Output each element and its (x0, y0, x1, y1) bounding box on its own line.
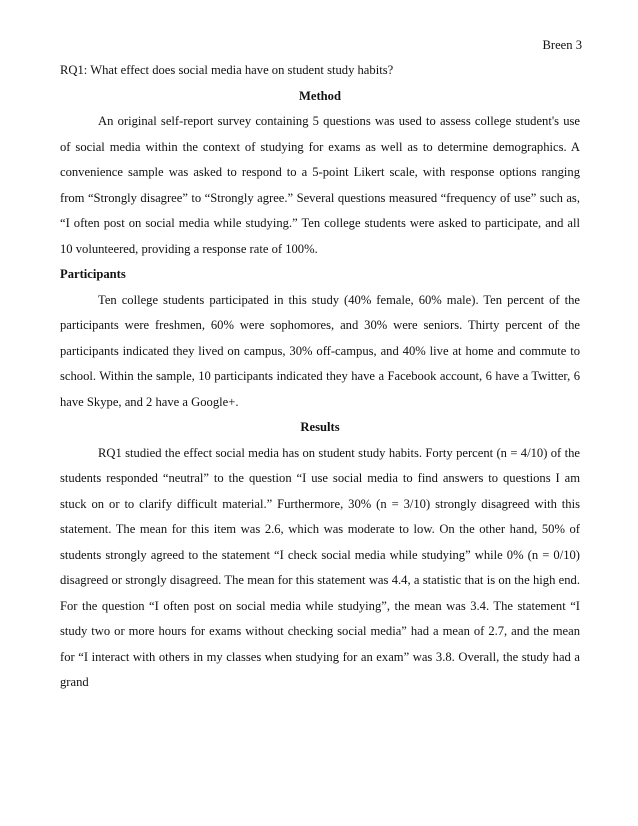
running-head: Breen 3 (542, 38, 582, 52)
method-paragraph: An original self-report survey containing 5 questions was used to assess college student's use of social media within the context of studying for exams as well as to determine demographics. A convenience sample was asked to respond to a 5-point Likert scale, with response options ranging from “Strongly disagree” to “Strongly agree.” Several questions measured “frequency of use” such as, “I often post on social media while studying.” Ten college students were asked to participate, and all 10 volunteered, providing a response rate of 100%. (60, 114, 580, 256)
research-question: RQ1: What effect does social media have on student study habits? (60, 63, 394, 77)
document-body (60, 58, 580, 696)
participants-paragraph: Ten college students participated in this study (40% female, 60% male). Ten percent of the participants were freshmen, 60% were sophomores, and 30% were seniors. Thirty percent of the participants indicated they lived on campus, 30% off-campus, and 40% live at home and commute to school. Within the sample, 10 participants indicated they have a Facebook account, 6 have a Twitter, 6 have Skype, and 2 have a Google+. (60, 292, 580, 409)
results-paragraph: RQ1 studied the effect social media has on student study habits. Forty percent (n = 4/10) of the students responded “neutral” to the question “I use social media to find answers to questions I am stuck on or to clarify difficult material.” Furthermore, 30% (n = 3/10) strongly disagreed with this statement. The mean for this item was 2.6, which was moderate to low. On the other hand, 50% of students strongly agreed to the statement “I check social media while studying” while 0% (n = 0/10) disagreed or strongly disagreed. The mean for this statement was 4.4, a statistic that is on the high end. For the question “I often post on social media while studying”, the mean was 3.4. The statement “I study two or more hours for exams without checking social media” had a mean of 2.7, and the mean for “I interact with others in my classes when studying for an exam” was 3.8. Overall, the study had a grand (60, 445, 580, 689)
method-heading: Method (299, 88, 341, 103)
participants-heading: Participants (60, 267, 126, 281)
results-heading: Results (300, 420, 340, 434)
